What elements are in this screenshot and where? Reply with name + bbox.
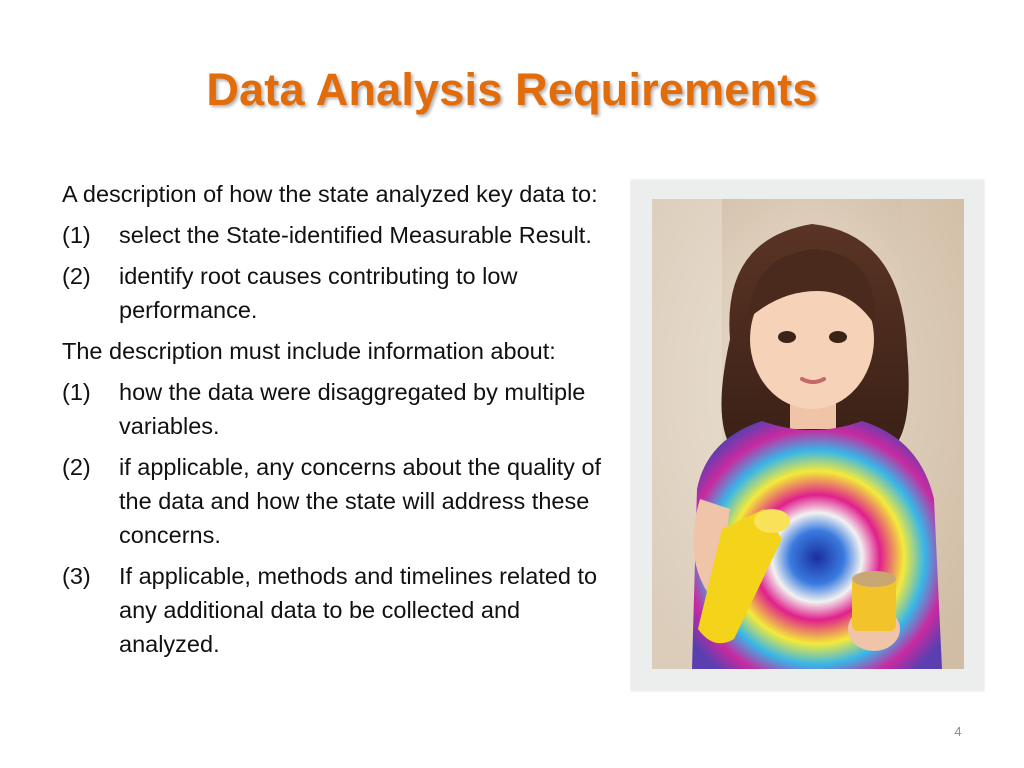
slide-body <box>62 177 607 668</box>
list-text: select the State-identified Measurable Result. <box>119 222 592 248</box>
second-paragraph: The description must include information about: <box>62 338 556 364</box>
child-photo <box>652 199 964 669</box>
sand-cup <box>852 571 896 631</box>
list-number: (2) <box>62 454 91 480</box>
list-text: identify root causes contributing to low performance. <box>119 263 518 323</box>
slide-title: Data Analysis Requirements <box>206 64 818 115</box>
list-item <box>62 559 607 661</box>
list-number: (2) <box>62 263 91 289</box>
list-item <box>62 375 607 443</box>
list-number: (1) <box>62 379 91 405</box>
list-item <box>62 218 607 252</box>
list-number: (3) <box>62 563 91 589</box>
intro-paragraph: A description of how the state analyzed key data to: <box>62 181 598 207</box>
photo-frame <box>631 180 984 691</box>
list-text: if applicable, any concerns about the quality of the data and how the state will address these concerns. <box>119 454 602 548</box>
slide-number: 4 <box>954 724 962 739</box>
list-text: how the data were disaggregated by multiple variables. <box>119 379 586 439</box>
list-item <box>62 259 607 327</box>
list-item <box>62 450 607 552</box>
list-text: If applicable, methods and timelines related to any additional data to be collected and analyzed. <box>119 563 598 657</box>
list-number: (1) <box>62 222 91 248</box>
